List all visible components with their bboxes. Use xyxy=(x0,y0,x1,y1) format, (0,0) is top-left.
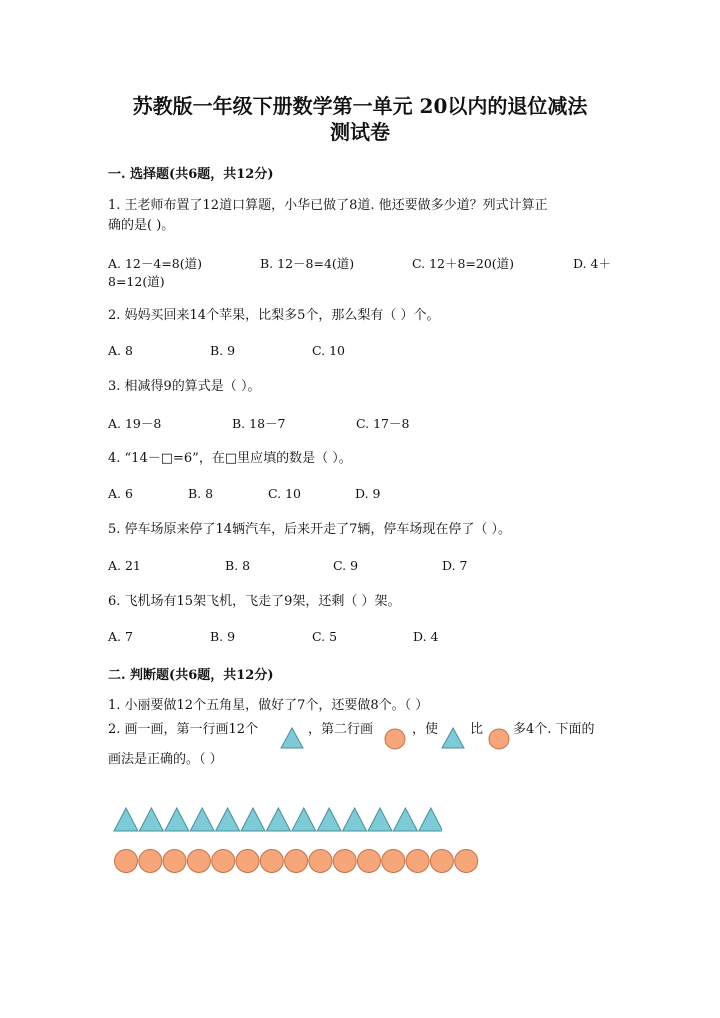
drawing-circle xyxy=(187,850,210,873)
section-judge-heading: 二. 判断题(共6题，共12分) xyxy=(108,668,274,683)
page-title-line2: 测试卷 xyxy=(330,120,390,144)
drawing-triangle xyxy=(241,808,265,831)
drawing-circle xyxy=(406,850,429,873)
drawing-circle xyxy=(285,850,308,873)
q6-option-a: A. 7 xyxy=(108,629,133,644)
q1-option-b: B. 12－8=4(道) xyxy=(260,256,355,271)
circle-icon xyxy=(384,728,406,750)
q5-option-a: A. 21 xyxy=(108,558,141,573)
judge-1: 1. 小丽要做12个五角星，做好了7个，还要做8个。（ ） xyxy=(108,698,429,713)
question-2: 2. 妈妈买回来14个苹果，比梨多5个，那么梨有（ ）个。 xyxy=(108,308,440,323)
drawing-circle xyxy=(163,850,186,873)
q6-option-b: B. 9 xyxy=(210,629,236,644)
drawing-circle xyxy=(115,850,138,873)
q1-option-d: D. 4＋ xyxy=(573,256,611,271)
question-1-line1: 1. 王老师布置了12道口算题，小华已做了8道. 他还要做多少道？列式计算正 xyxy=(108,198,548,213)
q4-option-a: A. 6 xyxy=(108,486,133,501)
q1-option-a: A. 12－4=8(道) xyxy=(108,256,203,271)
drawing-triangle xyxy=(266,808,290,831)
drawing-triangle xyxy=(419,808,442,831)
judge-2-part3: ，使 xyxy=(412,722,439,737)
question-5: 5. 停车场原来停了14辆汽车，后来开走了7辆，停车场现在停了（ ）。 xyxy=(108,522,511,537)
q5-option-b: B. 8 xyxy=(225,558,251,573)
question-3: 3. 相减得9的算式是（ ）。 xyxy=(108,379,261,394)
judge-2-part1: 2. 画一画，第一行画12个 xyxy=(108,722,259,737)
drawing-triangle xyxy=(114,808,138,831)
drawing-triangle xyxy=(292,808,316,831)
drawing-triangle xyxy=(216,808,240,831)
q3-option-b: B. 18－7 xyxy=(232,416,286,431)
drawing-triangle xyxy=(343,808,367,831)
circle-icon xyxy=(488,728,510,750)
drawing-circle xyxy=(236,850,259,873)
question-6: 6. 飞机场有15架飞机，飞走了9架，还剩（ ）架。 xyxy=(108,594,401,609)
drawing-triangle xyxy=(368,808,392,831)
drawing-circle xyxy=(212,850,235,873)
q3-option-a: A. 19－8 xyxy=(108,416,162,431)
drawing-circle xyxy=(358,850,381,873)
judge-2-part5: 多4个. 下面的 xyxy=(513,722,595,737)
drawing-circle xyxy=(260,850,283,873)
question-4: 4. “14－□=6”，在□里应填的数是（ ）。 xyxy=(108,451,352,466)
drawing-circle xyxy=(139,850,162,873)
section-choice-heading: 一. 选择题(共6题，共12分) xyxy=(108,167,274,182)
drawing-circle xyxy=(333,850,356,873)
q2-option-b: B. 9 xyxy=(210,343,236,358)
drawing-triangle xyxy=(393,808,417,831)
judge-2-part2: ，第二行画 xyxy=(308,722,374,737)
q3-option-c: C. 17－8 xyxy=(356,416,410,431)
q1-option-c: C. 12＋8=20(道) xyxy=(412,256,515,271)
judge-2-part4: 比 xyxy=(470,722,484,737)
triangle-icon xyxy=(441,727,465,749)
question-1-line2: 确的是( )。 xyxy=(108,218,175,233)
q5-option-d: D. 7 xyxy=(442,558,468,573)
drawing-triangle xyxy=(190,808,214,831)
page-title: 苏教版一年级下册数学第一单元 20以内的退位减法 xyxy=(132,94,588,118)
triangle-icon xyxy=(280,727,304,749)
drawing-circle xyxy=(309,850,332,873)
q4-option-c: C. 10 xyxy=(268,486,301,501)
q4-option-d: D. 9 xyxy=(355,486,381,501)
q4-option-b: B. 8 xyxy=(188,486,214,501)
q6-option-d: D. 4 xyxy=(413,629,439,644)
q2-option-c: C. 10 xyxy=(312,343,345,358)
drawing-triangle xyxy=(317,808,341,831)
judge-2-line2: 画法是正确的。（ ） xyxy=(108,752,223,767)
q5-option-c: C. 9 xyxy=(333,558,359,573)
drawing-circle xyxy=(455,850,478,873)
q2-option-a: A. 8 xyxy=(108,343,133,358)
q6-option-c: C. 5 xyxy=(312,629,338,644)
circle-row xyxy=(112,846,482,876)
triangle-row xyxy=(112,806,442,834)
drawing-triangle xyxy=(139,808,163,831)
q1-option-d-cont: 8=12(道) xyxy=(108,274,165,289)
drawing-triangle xyxy=(165,808,189,831)
drawing-circle xyxy=(382,850,405,873)
drawing-circle xyxy=(430,850,453,873)
